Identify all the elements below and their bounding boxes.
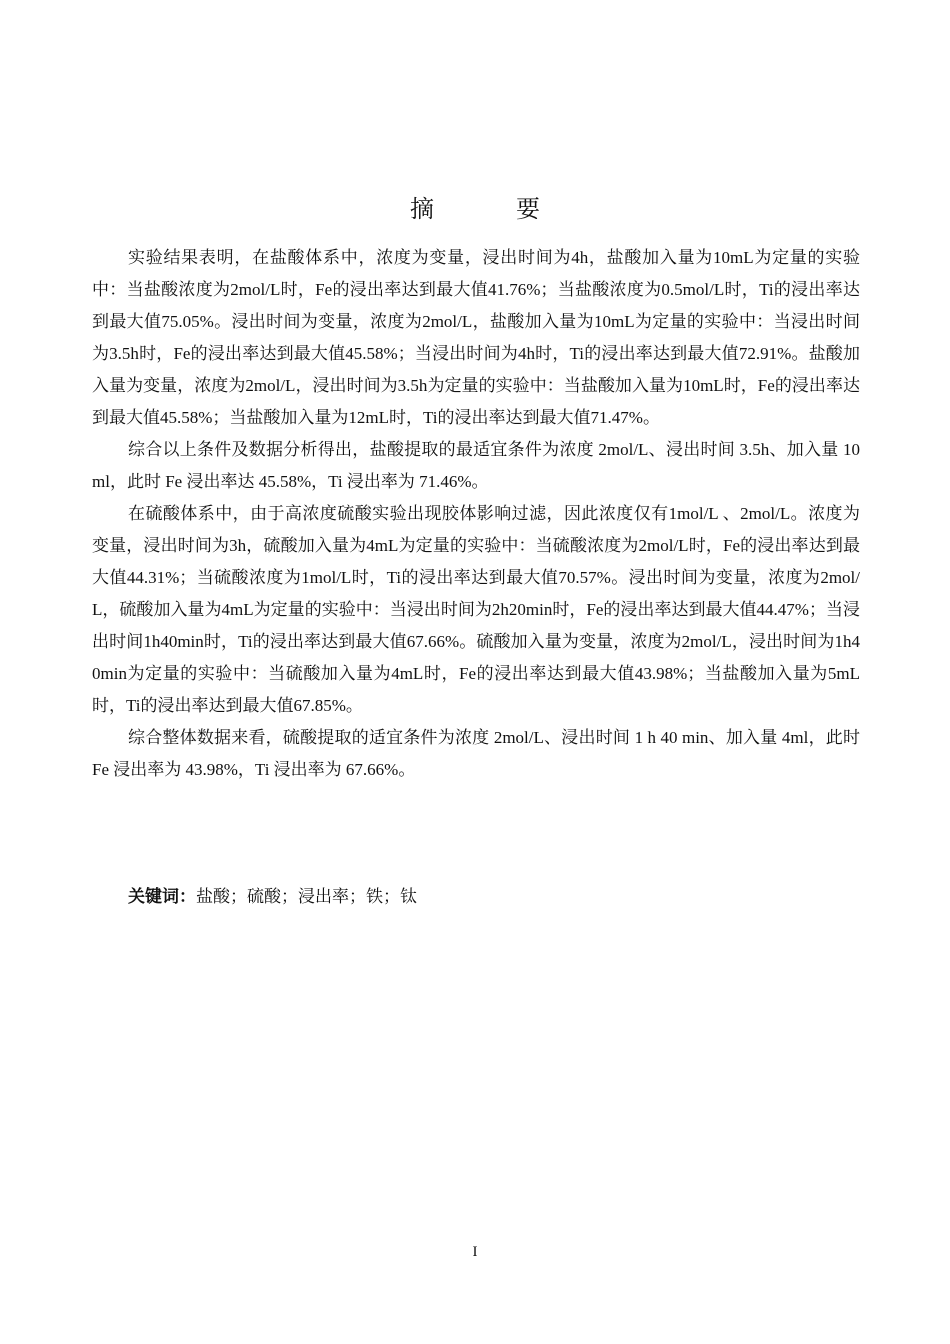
abstract-paragraph-h2so4-results: 在硫酸体系中，由于高浓度硫酸实验出现胶体影响过滤，因此浓度仅有1mol/L 、2mol/L。浓度为变量，浸出时间为3h，硫酸加入量为4mL为定量的实验中：当硫酸浓度为2mol/L时，Fe的浸出率达到最大值44.31%；当硫酸浓度为1mol/L时，Ti的浸出率达到最大值70.57%。浸出时间为变量，浓度为2mol/L，硫酸加入量为4mL为定量的实验中：当浸出时间为2h20min时，Fe的浸出率达到最大值44.47%；当浸出时间1h40min时，Ti的浸出率达到最大值67.66%。硫酸加入量为变量，浓度为2mol/L，浸出时间为1h40min为定量的实验中：当硫酸加入量为4mL时，Fe的浸出率达到最大值43.98%；当盐酸加入量为5mL时，Ti的浸出率达到最大值67.85%。 (92, 504, 860, 715)
abstract-paragraph-h2so4-conclusion: 综合整体数据来看，硫酸提取的适宜条件为浓度 2mol/L、浸出时间 1 h 40 min、加入量 4ml，此时 Fe 浸出率为 43.98%，Ti 浸出率为 67.66%。 (92, 728, 860, 779)
abstract-paragraph-hcl-conclusion: 综合以上条件及数据分析得出，盐酸提取的最适宜条件为浓度 2mol/L、浸出时间 3.5h、加入量 10ml，此时 Fe 浸出率达 45.58%，Ti 浸出率为 71.46%。 (92, 440, 860, 491)
keywords-line (128, 881, 417, 913)
keywords-label: 关键词： (128, 887, 196, 907)
abstract-paragraph-hcl-results: 实验结果表明，在盐酸体系中，浓度为变量，浸出时间为4h，盐酸加入量为10mL为定量的实验中：当盐酸浓度为2mol/L时，Fe的浸出率达到最大值41.76%；当盐酸浓度为0.5mol/L时，Ti的浸出率达到最大值75.05%。浸出时间为变量，浓度为2mol/L，盐酸加入量为10mL为定量的实验中：当浸出时间为3.5h时，Fe的浸出率达到最大值45.58%；当浸出时间为4h时，Ti的浸出率达到最大值72.91%。盐酸加入量为变量，浓度为2mol/L，浸出时间为3.5h为定量的实验中：当盐酸加入量为10mL时，Fe的浸出率达到最大值45.58%；当盐酸加入量为12mL时，Ti的浸出率达到最大值71.47%。 (92, 248, 860, 427)
abstract-title: 摘 要 (410, 197, 578, 224)
page-number: I (472, 1244, 478, 1260)
keywords-text: 盐酸；硫酸；浸出率；铁；钛 (196, 887, 417, 906)
abstract-body (92, 242, 860, 786)
